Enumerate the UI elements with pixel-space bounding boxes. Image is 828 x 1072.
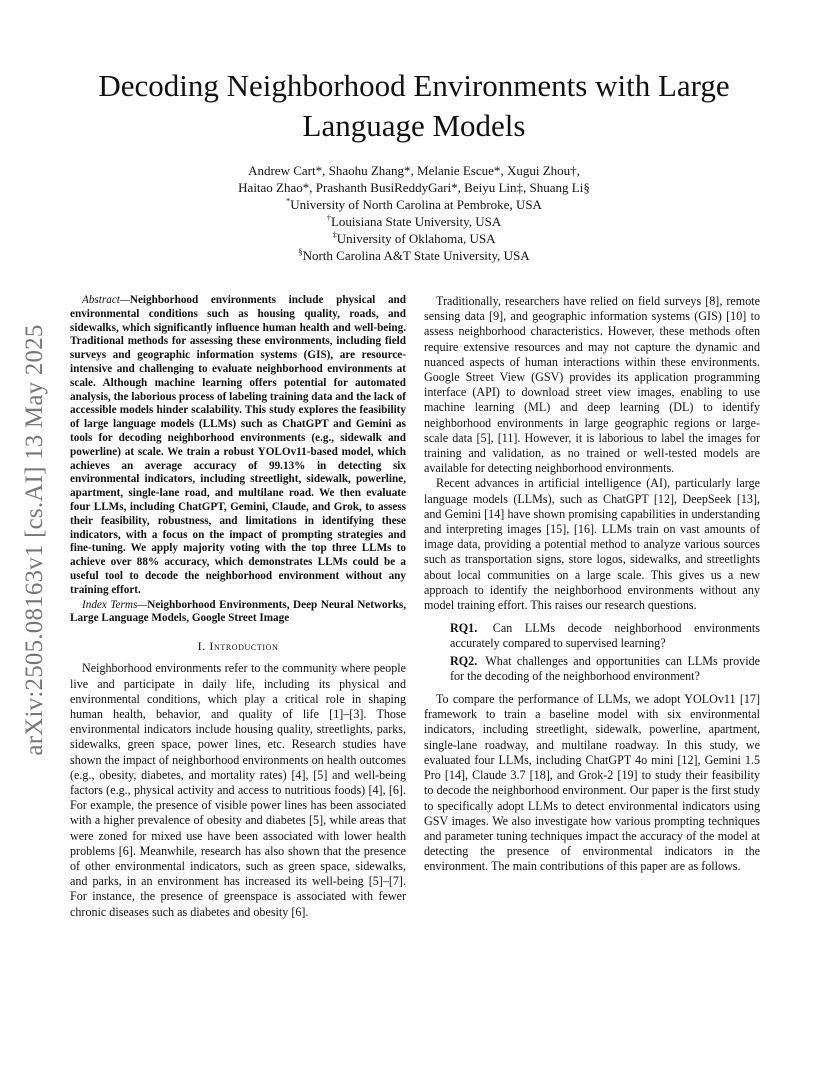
index-terms-lead: Index Terms— (82, 598, 148, 611)
right-paragraph-3: To compare the performance of LLMs, we adopt YOLOv11 [17] framework to train a baseline model with six environmental indicators, including streetlight, sidewalk, powerline, apartment, single-lane roadway, and multilane roadway. In this study, we evaluated four LLMs, including ChatGPT 4o mini [12], Gemini 1.5 Pro [14], Claude 3.7 [18], and Grok-2 [19] to study their feasibility to decode the neighborhood environment. Our paper is the first study to specifically adopt LLMs to detect environmental indicators using GSV images. We also investigate how various prompting techniques and parameter tuning techniques impact the accuracy of the model at detecting the presence of environmental indicators in the environment. The main contributions of this paper are as follows. (424, 692, 760, 874)
affiliation-name: University of North Carolina at Pembroke, USA (290, 197, 542, 212)
arxiv-identifier-text: arXiv:2505.08163v1 [cs.AI] 13 May 2025 (21, 324, 48, 756)
right-paragraph-2: Recent advances in artificial intelligence (AI), particularly large language models (LLMs), such as ChatGPT [12], DeepSeek [13], and Gemini [14] have shown promising capabilities in understanding and interpreting images [15], [16]. LLMs train on vast amounts of image data, providing a potential method to analyze various sources such as transportation signs, store logos, sidewalks, and streetlights about local communities on a large scale. This gives us a new approach to identify the neighborhood environments without any model training effort. This raises our research questions. (424, 476, 760, 613)
affiliation-4 (120, 247, 708, 264)
affiliation-name: North Carolina A&T State University, USA (302, 248, 530, 263)
index-terms-text: Neighborhood Environments, Deep Neural Networks, Large Language Models, Google Street Image (70, 598, 406, 625)
right-paragraph-1: Traditionally, researchers have relied on field surveys [8], remote sensing data [9], and geographic information systems (GIS) [10] to assess neighborhood characteristics. However, these methods often require extensive resources and may not capture the dynamic and nuanced aspects of human interactions within these environments. Google Street View (GSV) provides its application programming interface (API) to download street view images, enabling to use machine learning (ML) and deep learning (DL) to identify neighborhood environments in large geographic regions or large-scale data [5], [11]. However, it is laborious to label the images for training and validation, as no trained or well-tested models are available for detecting neighborhood environments. (424, 294, 760, 476)
affiliation-mark: § (298, 246, 303, 257)
rq-text: Can LLMs decode neighborhood environments accurately compared to supervised learning? (450, 621, 760, 651)
intro-paragraph-1: Neighborhood environments refer to the community where people live and participate in daily life, including its physical and environmental conditions, which play a critical role in shaping human health, behavior, and quality of life [1]–[3]. Those environmental indicators include housing quality, streetlights, parks, sidewalks, green space, power lines, etc. Research studies have shown the impact of neighborhood environments on health outcomes (e.g., obesity, diabetes, and mortality rates) [4], [5] and well-being factors (e.g., physical activity and access to nutritious foods) [4], [6]. For example, the presence of visible power lines has been associated with a higher prevalence of obesity and diabetes [5], while areas that were zoned for mixed use have been associated with lower health problems [6]. Meanwhile, research has also shown that the presence of other environmental indicators, such as green space, sidewalks, and parks, in an environment has increased its well-being [5]–[7]. For instance, the presence of greenspace is associated with fewer chronic diseases such as diabetes and obesity [6]. (70, 661, 406, 919)
affiliation-mark: † (326, 212, 331, 223)
research-question-2 (424, 654, 760, 684)
right-column (424, 294, 760, 875)
research-question-1 (424, 621, 760, 651)
affiliation-mark: ‡ (332, 229, 337, 240)
arxiv-identifier (18, 300, 52, 780)
author-line-2: Haitao Zhao*, Prashanth BusiReddyGari*, Beiyu Lin‡, Shuang Li§ (238, 180, 590, 195)
affiliation-1 (120, 196, 708, 213)
left-column (70, 294, 406, 920)
affiliation-3 (120, 230, 708, 247)
research-questions (424, 621, 760, 684)
paper-title: Decoding Neighborhood Environments with Large Language Models (98, 68, 730, 143)
affiliation-name: Louisiana State University, USA (330, 214, 502, 229)
section-heading-introduction: I. Introduction (197, 639, 279, 654)
abstract (70, 294, 406, 598)
abstract-text: Neighborhood environments include physical and environmental conditions such as housing quality, roads, and sidewalks, which significantly influence human health and well-being. Traditional methods for assessing these environments, including field surveys and geographic information systems (GIS), are resource-intensive and challenging to evaluate neighborhood environments at scale. Although machine learning offers potential for automated analysis, the laborious process of labeling training data and the lack of accessible models hinder scalability. This study explores the feasibility of large language models (LLMs) such as ChatGPT and Gemini as tools for decoding neighborhood environments (e.g., sidewalk and powerline) at scale. We train a robust YOLOv11-based model, which achieves an average accuracy of 99.13% in detecting six environmental indicators, including streetlight, sidewalk, powerline, apartment, single-lane road, and multilane road. We then evaluate four LLMs, including ChatGPT, Gemini, Claude, and Grok, to assess their feasibility, robustness, and limitations in identifying these indicators, with a focus on the impact of prompting strategies and fine-tuning. We apply majority voting with the top three LLMs to achieve over 88% accuracy, which demonstrates LLMs could be a useful tool to decode the neighborhood environment without any training effort. (70, 294, 406, 596)
affiliation-mark: * (286, 195, 291, 206)
rq-text: What challenges and opportunities can LLMs provide for the decoding of the neighborhood environment? (450, 653, 760, 683)
affiliation-name: University of Oklahoma, USA (336, 231, 496, 246)
rq-number: RQ1. (450, 621, 478, 636)
index-terms (70, 599, 406, 627)
author-block (120, 162, 708, 264)
affiliation-2 (120, 213, 708, 230)
rq-number: RQ2. (450, 653, 478, 668)
abstract-lead: Abstract— (82, 294, 130, 306)
author-line-1: Andrew Cart*, Shaohu Zhang*, Melanie Escue*, Xugui Zhou†, (248, 163, 580, 178)
